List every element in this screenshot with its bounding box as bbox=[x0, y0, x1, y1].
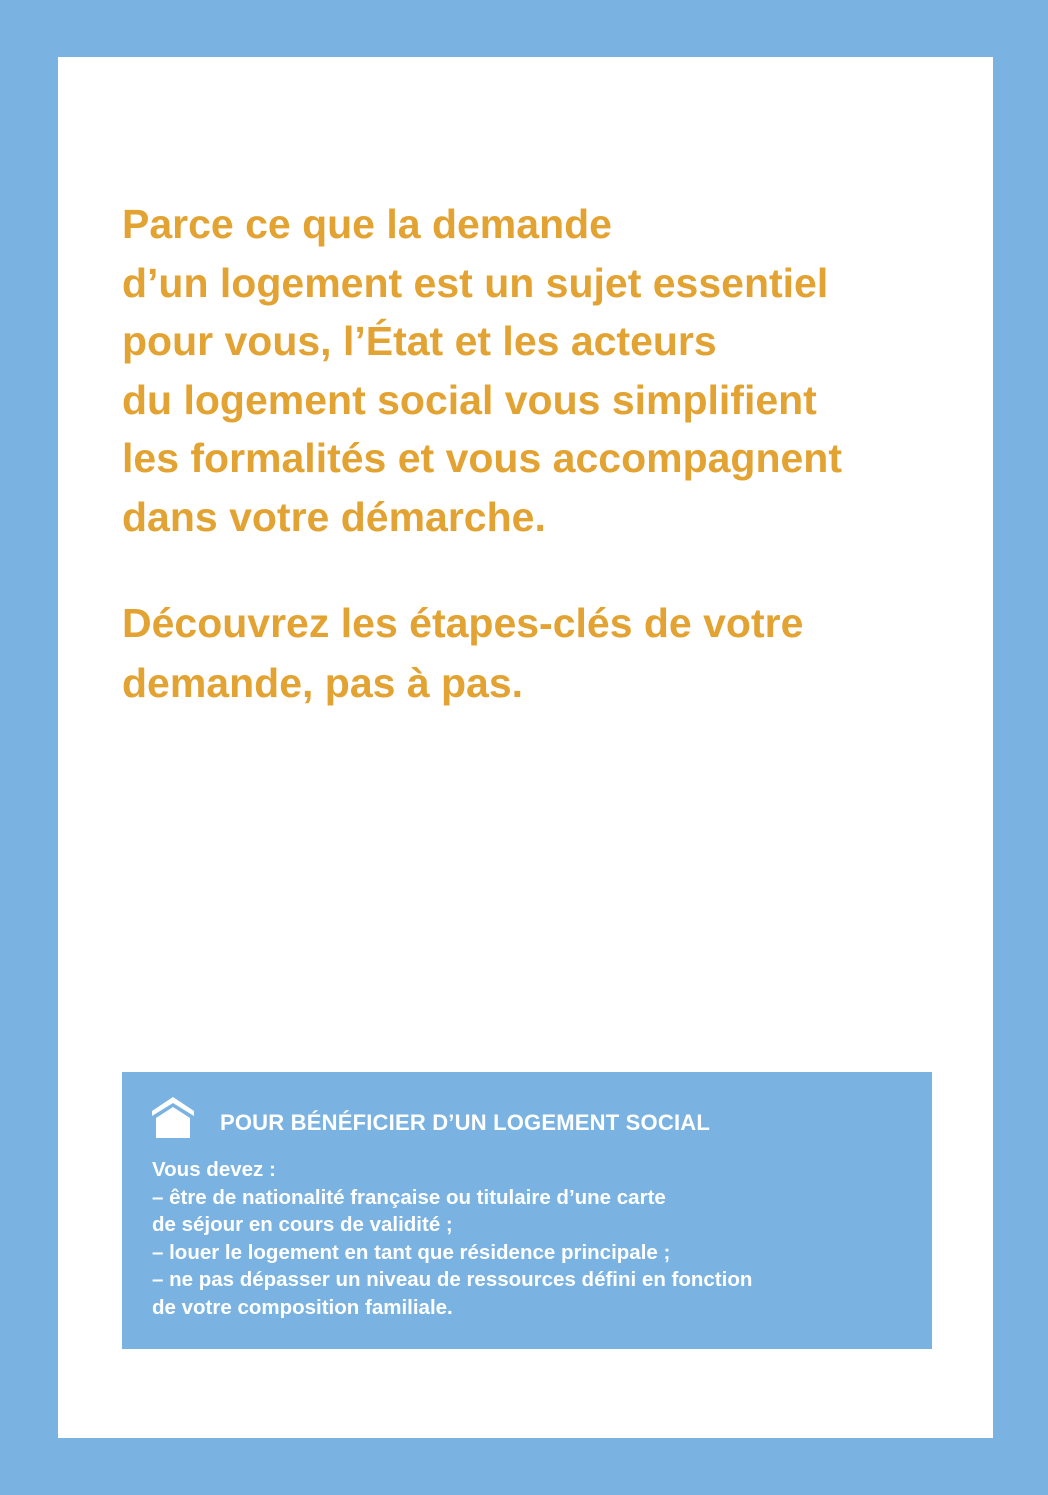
intro-line: les formalités et vous accompagnent bbox=[122, 435, 843, 481]
intro-line: dans votre démarche. bbox=[122, 493, 546, 540]
info-box-line: de séjour en cours de validité ; bbox=[152, 1213, 453, 1236]
info-box-line: – être de nationalité française ou titulaire d’une carte bbox=[152, 1185, 666, 1209]
intro-line: pour vous, l’État et les acteurs bbox=[122, 318, 717, 364]
house-icon bbox=[150, 1095, 196, 1139]
info-box-line: de votre composition familiale. bbox=[152, 1295, 453, 1319]
info-box-line: Vous devez : bbox=[152, 1158, 276, 1181]
intro-paragraph bbox=[122, 195, 962, 546]
intro-line: d’un logement est un sujet essentiel bbox=[122, 259, 829, 306]
document-page bbox=[58, 57, 993, 1438]
info-box-body bbox=[152, 1156, 922, 1321]
intro-line: Parce ce que la demande bbox=[122, 201, 612, 247]
eligibility-info-box bbox=[122, 1072, 932, 1349]
info-box-line: – ne pas dépasser un niveau de ressources défini en fonction bbox=[152, 1268, 753, 1291]
cta-line: Découvrez les étapes-clés de votre bbox=[122, 600, 804, 646]
info-box-line: – louer le logement en tant que résidence principale ; bbox=[152, 1240, 671, 1264]
info-box-heading: POUR BÉNÉFICIER D’UN LOGEMENT SOCIAL bbox=[220, 1110, 710, 1135]
intro-line: du logement social vous simplifient bbox=[122, 376, 817, 423]
cta-line: demande, pas à pas. bbox=[122, 660, 524, 706]
call-to-action-paragraph bbox=[122, 593, 962, 713]
